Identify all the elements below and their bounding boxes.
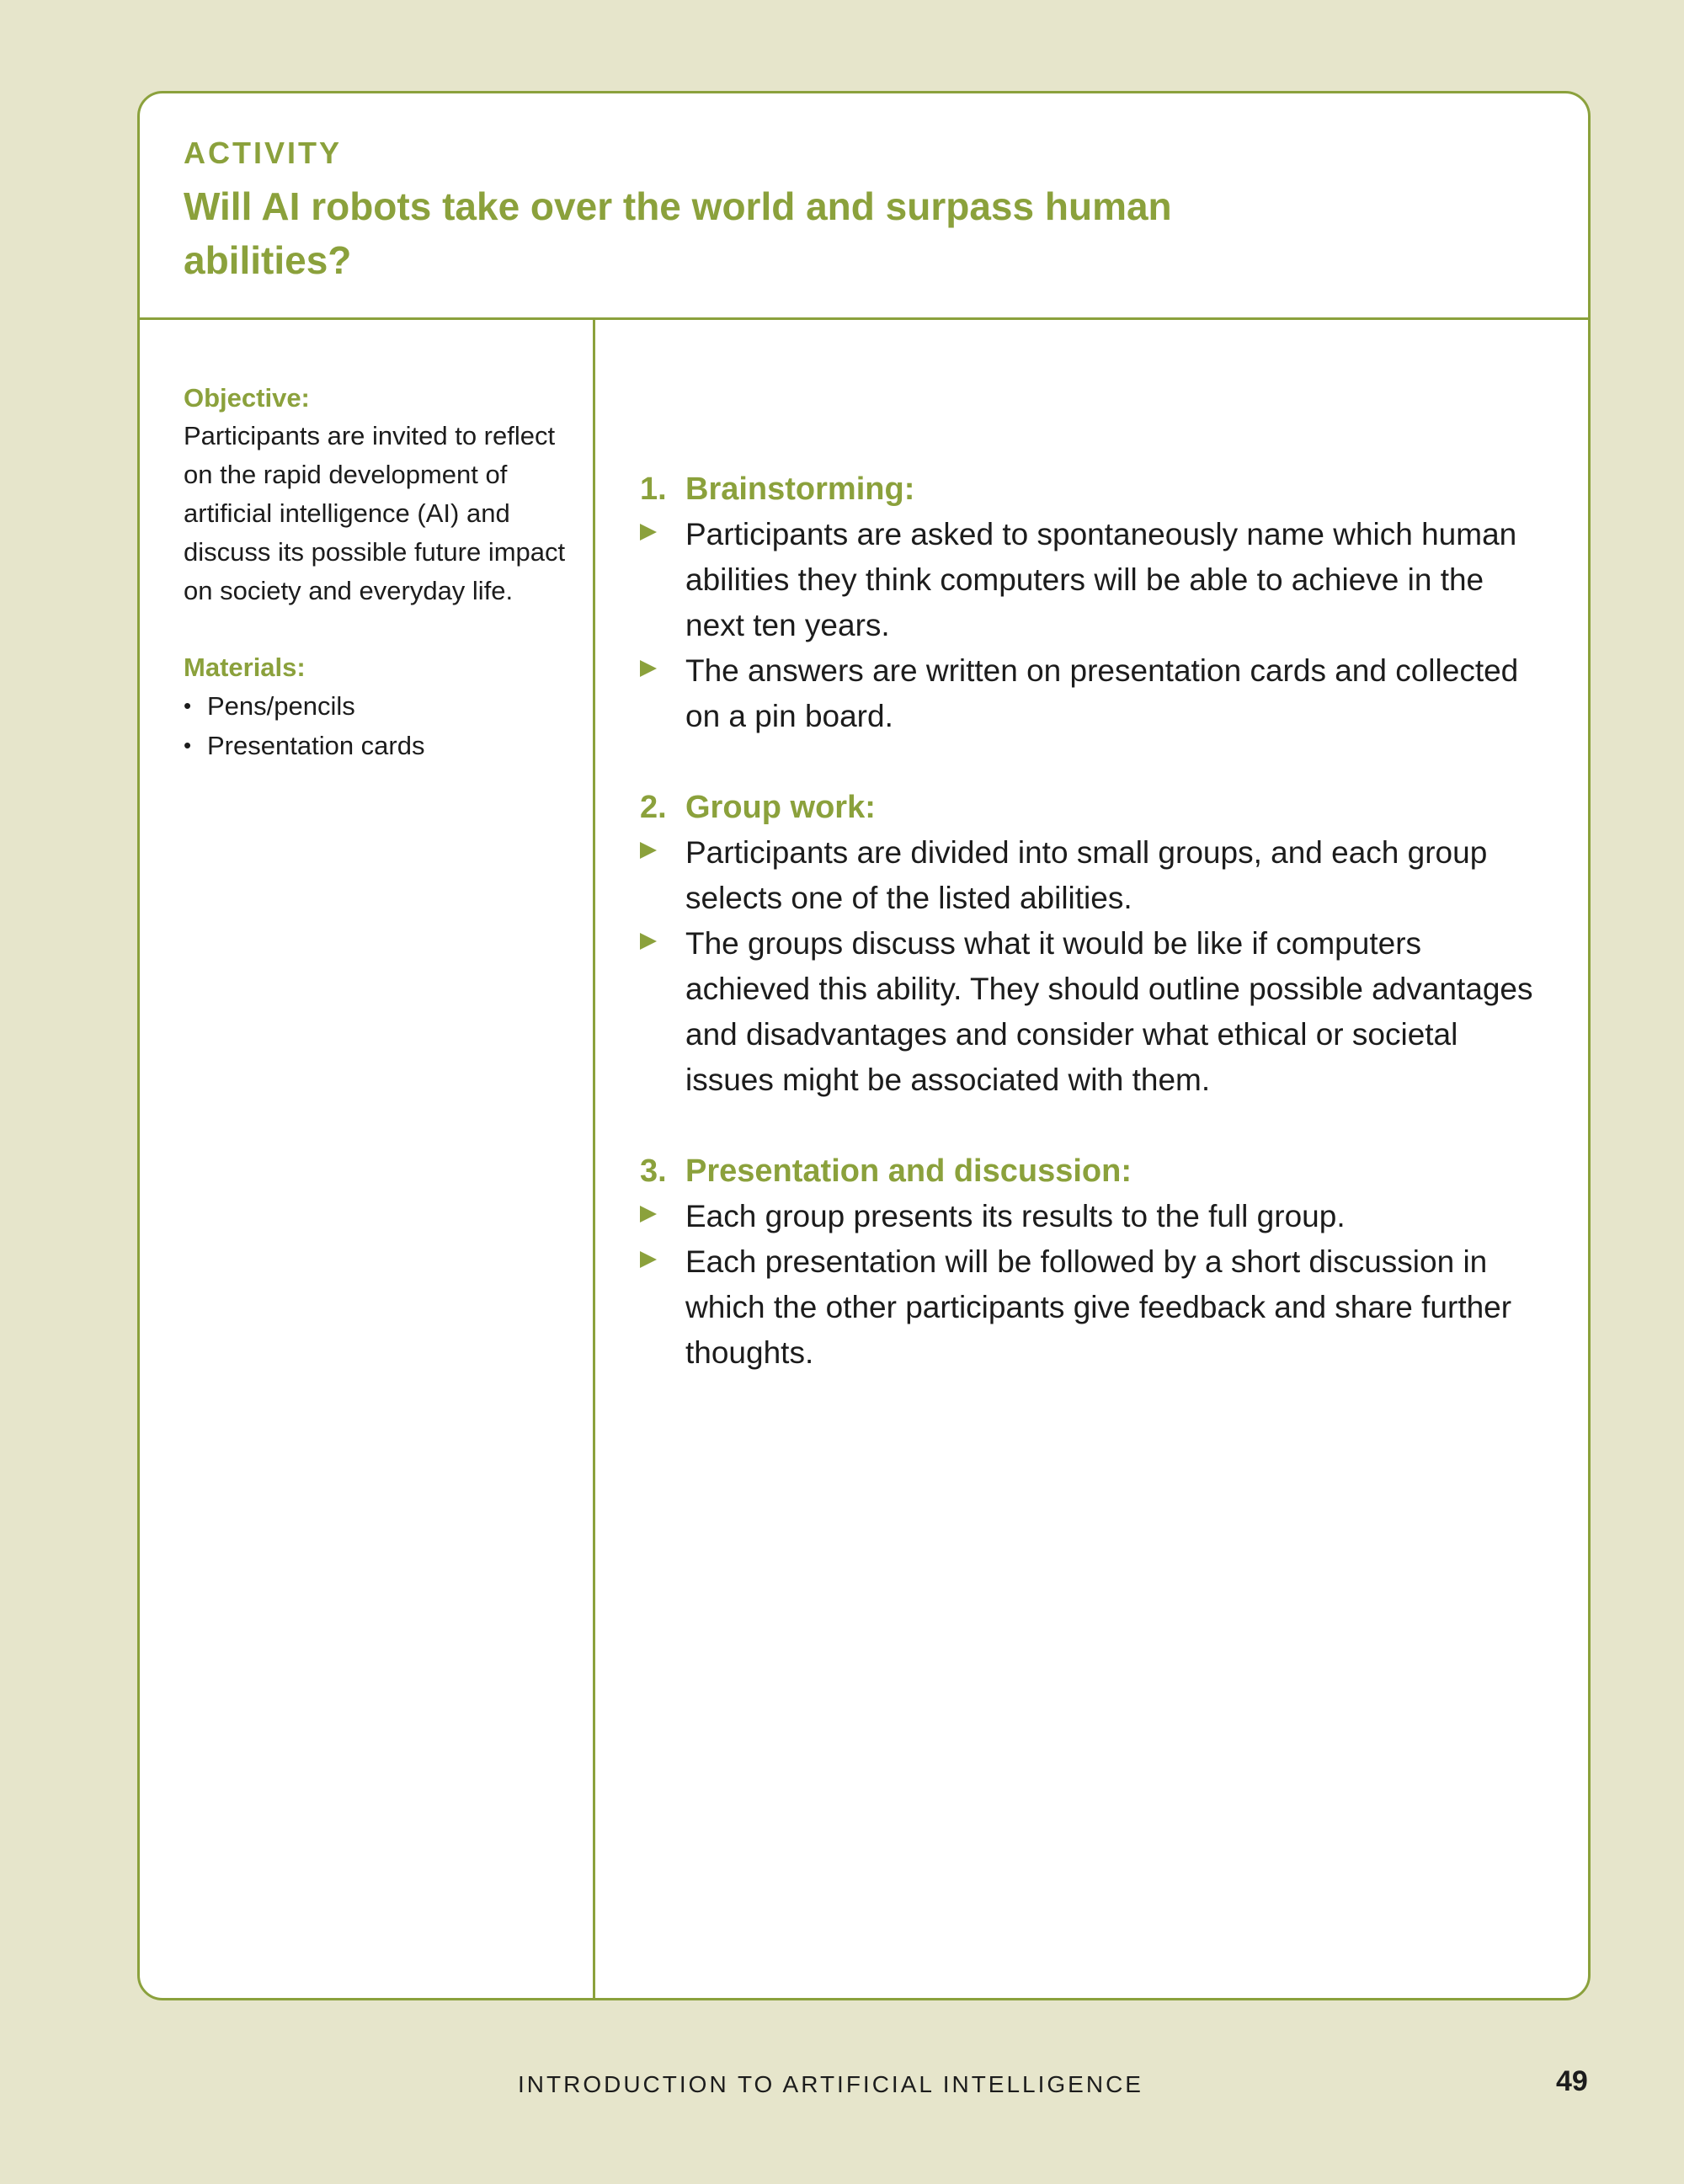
step-bullet-text: The groups discuss what it would be like if computers achieved this ability. They should outline possible advantages and disadvantages and consider what ethical or societal issues might be associated with them.	[685, 926, 1533, 1097]
activity-card	[137, 91, 1591, 2000]
step-bullet-text: The answers are written on presentation cards and collected on a pin board.	[685, 653, 1519, 733]
step-bullet	[640, 921, 1549, 1103]
arrow-right-icon	[640, 842, 657, 859]
arrow-right-icon	[640, 1206, 657, 1223]
page-number: 49	[1556, 2065, 1588, 2097]
materials-heading: Materials:	[184, 653, 306, 682]
step-bullet	[640, 1239, 1549, 1376]
step-heading	[640, 1148, 1549, 1194]
step-bullet	[640, 830, 1549, 921]
arrow-right-icon	[640, 524, 657, 541]
step-bullet	[640, 512, 1549, 648]
activity-kicker: ACTIVITY	[184, 136, 343, 170]
step-brainstorming	[640, 466, 1549, 739]
step-title: Presentation and discussion:	[685, 1153, 1132, 1189]
step-bullet	[640, 648, 1549, 739]
column-divider	[593, 320, 595, 2000]
step-number: 3.	[640, 1153, 667, 1189]
step-heading	[640, 785, 1549, 830]
step-number: 1.	[640, 471, 667, 507]
step-presentation-discussion	[640, 1148, 1549, 1376]
materials-item: • Presentation cards	[184, 726, 571, 765]
step-title: Group work:	[685, 790, 876, 825]
activity-title: Will AI robots take over the world and surpass human abilities?	[184, 184, 1172, 282]
step-group-work	[640, 785, 1549, 1103]
activity-header	[140, 93, 1588, 320]
step-number: 2.	[640, 790, 667, 825]
step-heading	[640, 466, 1549, 512]
arrow-right-icon	[640, 933, 657, 950]
arrow-right-icon	[640, 1251, 657, 1268]
objective-text: Participants are invited to reflect on the rapid development of artificial intelligence (AI) and discuss its possible future impact on society and everyday life.	[184, 421, 566, 605]
footer-title: INTRODUCTION TO ARTIFICIAL INTELLIGENCE	[518, 2071, 1143, 2097]
sidebar-column	[184, 380, 571, 765]
step-bullet-text: Each group presents its results to the full group.	[685, 1199, 1346, 1233]
materials-list	[184, 686, 571, 765]
step-title: Brainstorming:	[685, 471, 915, 507]
steps-column	[640, 466, 1549, 1421]
materials-item: • Pens/pencils	[184, 686, 571, 726]
materials-section	[184, 649, 571, 765]
arrow-right-icon	[640, 660, 657, 677]
step-bullet	[640, 1194, 1549, 1239]
step-bullet-text: Each presentation will be followed by a short discussion in which the other participants give feedback and share further thoughts.	[685, 1244, 1512, 1370]
step-bullet-text: Participants are divided into small groups, and each group selects one of the listed abilities.	[685, 835, 1488, 915]
objective-heading: Objective:	[184, 383, 310, 413]
step-bullet-text: Participants are asked to spontaneously name which human abilities they think computers will be able to achieve in the next ten years.	[685, 517, 1517, 642]
